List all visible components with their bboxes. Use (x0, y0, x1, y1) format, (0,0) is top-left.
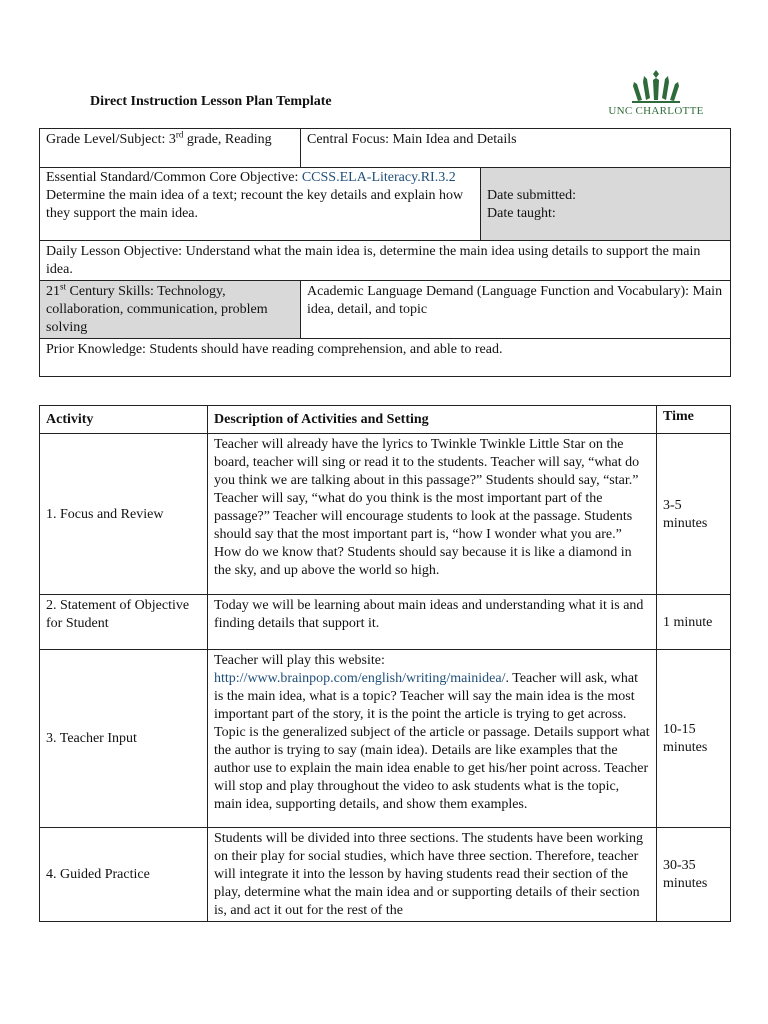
activity-name: 1. Focus and Review (40, 434, 208, 595)
date-submitted-label: Date submitted: (487, 187, 577, 203)
brainpop-link[interactable]: http://www.brainpop.com/english/writing/mainidea/ (214, 671, 506, 686)
activity-description: Students will be divided into three sections. The students have been working on their play for social studies, which have three section. Therefore, teacher will integrate it into the lesson by having students read their section of the play, determine what the main idea and or supporting details of their section is, and act it out for the rest of the (208, 828, 657, 922)
activity-time: 3-5 minutes (657, 434, 731, 595)
activity-time: 1 minute (657, 595, 731, 650)
standard-code: CCSS.ELA-Literacy.RI.3.2 (301, 170, 456, 185)
table-row (40, 828, 731, 922)
academic-language-cell: Academic Language Demand (Language Function and Vocabulary): Main idea, detail, and topic (301, 281, 731, 339)
dates-cell (481, 168, 731, 241)
date-taught-label: Date taught: (487, 205, 556, 221)
standard-cell: Essential Standard/Common Core Objective: CCSS.ELA-Literacy.RI.3.2 Determine the main idea of a text; recount the key details and explain how they support the main idea. (40, 168, 481, 241)
lesson-info-table (39, 128, 731, 377)
activity-description: Today we will be learning about main ideas and understanding what it is and finding details that support it. (208, 595, 657, 650)
activity-time: 30-35 minutes (657, 828, 731, 922)
table-row (40, 595, 731, 650)
grade-level-cell: Grade Level/Subject: 3rd grade, Reading (40, 129, 301, 168)
central-focus-cell: Central Focus: Main Idea and Details (301, 129, 731, 168)
activity-name: 3. Teacher Input (40, 650, 208, 828)
activity-description: Teacher will already have the lyrics to Twinkle Twinkle Little Star on the board, teacher will sing or read it to the students. Teacher will say, “what do you think we are talking about in this passage?” Students should say, “star.” Teacher will say, “what do you think is the most important part of the passage?” Teacher will encourage students to look at the passage. Students should say that the most important part is, “how I wonder what you are.” How do we know that? Students should say because it is like a diamond in the sky, and up above the world so high. (208, 434, 657, 595)
time-header: Time (657, 406, 731, 434)
logo-text: UNC CHARLOTTE (608, 105, 704, 117)
unc-charlotte-logo (604, 70, 708, 120)
description-header: Description of Activities and Setting (208, 406, 657, 434)
table-row (40, 650, 731, 828)
prior-knowledge-cell: Prior Knowledge: Students should have reading comprehension, and able to read. (40, 339, 731, 377)
century-skills-cell: 21st Century Skills: Technology, collaboration, communication, problem solving (40, 281, 301, 339)
crown-logo-icon (630, 70, 682, 104)
activity-header: Activity (40, 406, 208, 434)
activity-time: 10-15 minutes (657, 650, 731, 828)
daily-objective-cell: Daily Lesson Objective: Understand what the main idea is, determine the main idea using details to support the main idea. (40, 241, 731, 281)
document-title: Direct Instruction Lesson Plan Template (90, 94, 332, 109)
activities-table (39, 405, 731, 922)
activity-description: Teacher will play this website: http://www.brainpop.com/english/writing/mainidea/. Teacher will ask, what is the main idea, what is a topic? Teacher will say the main idea is the most important part of the story, it is the point the article is trying to get across. Topic is the generalized subject of the article or passage. Details support what the author is trying to say (main idea). Details are like examples that the author use to explain the main idea enable to get his/her point across. Teacher will stop and play throughout the video to ask students what is the topic, main idea, supporting details, and show them examples. (208, 650, 657, 828)
activity-name: 2. Statement of Objective for Student (40, 595, 208, 650)
table-row (40, 434, 731, 595)
activity-name: 4. Guided Practice (40, 828, 208, 922)
